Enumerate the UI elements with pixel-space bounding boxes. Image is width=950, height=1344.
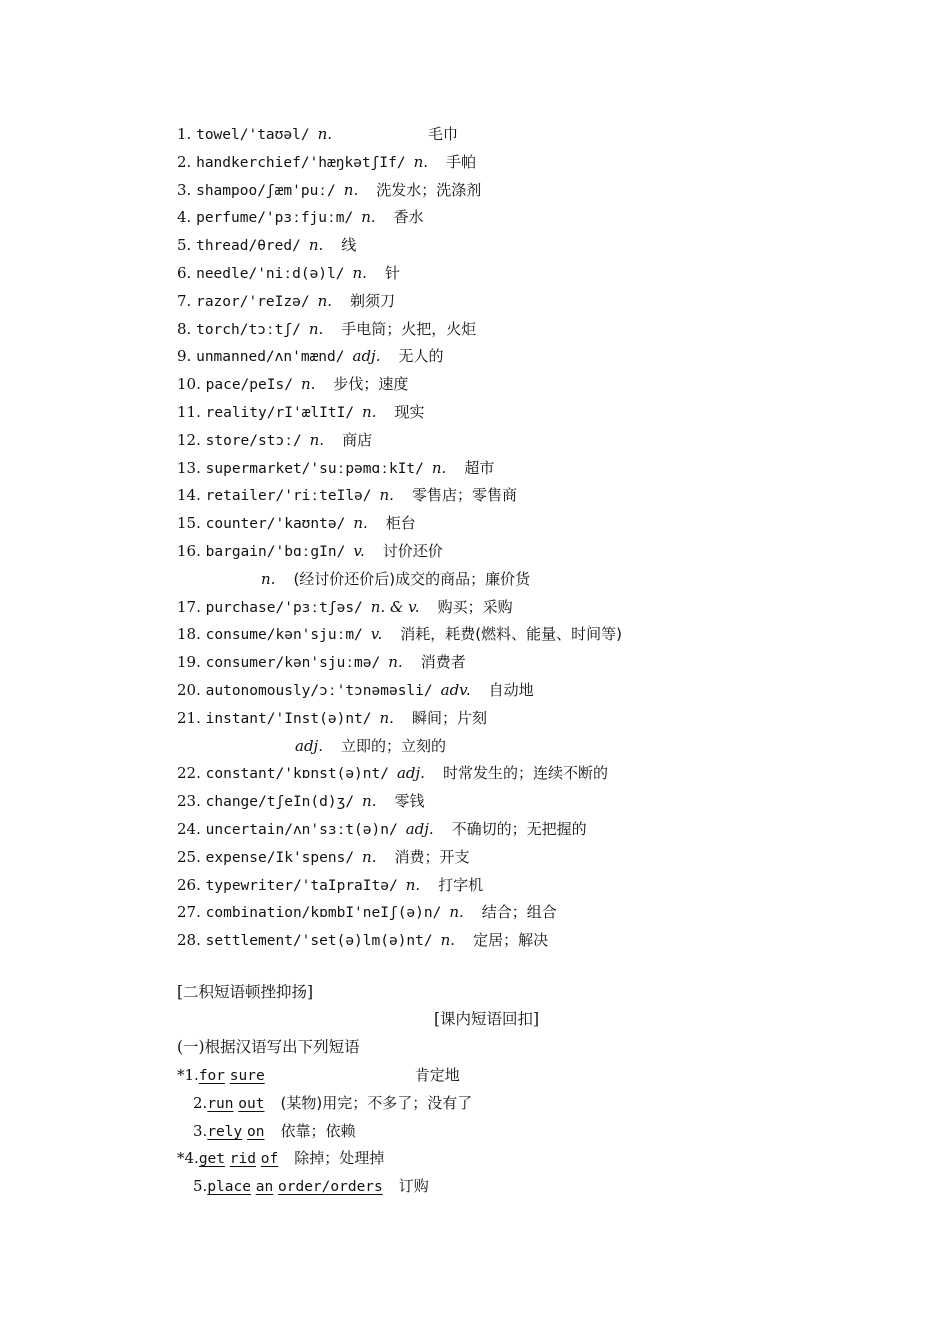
part-of-speech: n. bbox=[362, 402, 377, 421]
vocab-row bbox=[177, 594, 877, 622]
vocab-word: instant/'Inst(ə)nt/ bbox=[205, 710, 372, 727]
sub-title: [课内短语回扣] bbox=[434, 1010, 540, 1028]
part-title: (一)根据汉语写出下列短语 bbox=[177, 1038, 360, 1056]
vocab-row bbox=[177, 177, 877, 205]
part-of-speech: n. bbox=[431, 458, 447, 477]
part-of-speech: n. bbox=[309, 430, 325, 449]
part-of-speech: n. & v. bbox=[370, 597, 420, 616]
item-number: 28. bbox=[177, 931, 201, 950]
vocabulary-list bbox=[177, 121, 877, 955]
phrase-answer-word: for bbox=[198, 1068, 226, 1084]
item-number: 15. bbox=[177, 514, 201, 533]
part-of-speech: n. bbox=[352, 263, 367, 282]
vocab-word: handkerchief/'hæŋkətʃIf/ bbox=[196, 154, 406, 171]
part-of-speech: n. bbox=[440, 931, 456, 950]
item-number: 4. bbox=[177, 208, 192, 227]
phrase-answer-word: out bbox=[238, 1095, 265, 1112]
vocab-row bbox=[177, 649, 877, 677]
vocab-word: change/tʃeIn(d)ʒ/ bbox=[205, 794, 355, 811]
part-of-speech: adj. bbox=[405, 819, 434, 838]
vocab-meaning: 手帕 bbox=[446, 152, 477, 171]
vocab-word: supermarket/'suːpəmɑːkIt/ bbox=[205, 460, 424, 477]
vocab-meaning: 讨价还价 bbox=[382, 541, 443, 560]
part-of-speech: n. bbox=[379, 486, 394, 505]
vocab-meaning: 时常发生的；连续不断的 bbox=[442, 764, 608, 783]
item-number: 19. bbox=[177, 653, 201, 672]
part-of-speech: n. bbox=[317, 291, 333, 310]
vocab-row bbox=[177, 149, 877, 177]
phrase-number: 2. bbox=[193, 1093, 208, 1112]
vocab-word: unmanned/ʌn'mænd/ bbox=[196, 349, 345, 366]
vocab-word: needle/'niːd(ə)l/ bbox=[196, 265, 345, 282]
phrase-list bbox=[177, 1062, 472, 1201]
part-of-speech: n. bbox=[300, 375, 316, 394]
vocab-word: thread/θred/ bbox=[196, 238, 301, 255]
vocab-meaning: 结合；组合 bbox=[481, 903, 557, 922]
vocab-row bbox=[177, 677, 877, 705]
item-number: 27. bbox=[177, 903, 201, 922]
vocab-meaning: 商店 bbox=[342, 430, 373, 449]
part-of-speech: n. bbox=[317, 125, 333, 143]
phrase-answer-word: rid bbox=[229, 1151, 256, 1168]
vocab-row bbox=[177, 482, 877, 510]
item-number: 8. bbox=[177, 319, 192, 338]
item-number: 14. bbox=[177, 486, 201, 505]
part-of-speech: n. bbox=[261, 569, 276, 588]
phrase-answer-word: order/orders bbox=[278, 1179, 383, 1196]
vocab-word: store/stɔː/ bbox=[205, 432, 302, 449]
vocab-meaning: 不确切的；无把握的 bbox=[451, 819, 587, 838]
vocab-meaning: 超市 bbox=[464, 458, 495, 477]
vocab-meaning: 自动地 bbox=[488, 680, 534, 699]
part-of-speech: n. bbox=[413, 152, 429, 171]
vocab-word: pace/peIs/ bbox=[205, 377, 293, 394]
item-number: 24. bbox=[177, 819, 201, 838]
part-of-speech: v. bbox=[353, 541, 365, 560]
phrase-row bbox=[177, 1173, 472, 1201]
vocab-row bbox=[177, 566, 877, 594]
phrase-answer-word: of bbox=[260, 1151, 279, 1168]
item-number: 20. bbox=[177, 680, 201, 699]
part-of-speech: n. bbox=[405, 875, 421, 894]
vocab-meaning: 打字机 bbox=[438, 875, 484, 894]
vocab-row bbox=[177, 316, 877, 344]
item-number: 25. bbox=[177, 847, 201, 866]
item-number: 2. bbox=[177, 152, 192, 171]
phrase-meaning: 肯定地 bbox=[414, 1066, 460, 1084]
phrase-row bbox=[177, 1090, 472, 1118]
vocab-meaning: 柜台 bbox=[385, 514, 416, 533]
vocab-row bbox=[177, 788, 877, 816]
part-of-speech: n. bbox=[388, 653, 403, 672]
item-number: 7. bbox=[177, 291, 192, 310]
vocab-word: settlement/'set(ə)lm(ə)nt/ bbox=[205, 933, 433, 950]
part-of-speech: n. bbox=[362, 792, 377, 811]
vocab-word: razor/'reIzə/ bbox=[196, 293, 310, 310]
vocab-row bbox=[177, 538, 877, 566]
item-number: 1. bbox=[177, 125, 192, 143]
item-number: 26. bbox=[177, 875, 201, 894]
item-number: 5. bbox=[177, 236, 192, 255]
vocab-row bbox=[177, 399, 877, 427]
vocab-word: uncertain/ʌn'sɜːt(ə)n/ bbox=[205, 821, 398, 838]
part-of-speech: adj. bbox=[352, 347, 381, 366]
vocab-row bbox=[177, 371, 877, 399]
vocab-row bbox=[177, 288, 877, 316]
vocab-word: consumer/kən'sjuːmə/ bbox=[205, 655, 381, 672]
vocab-row bbox=[177, 927, 877, 955]
part-of-speech: v. bbox=[370, 625, 383, 644]
vocab-meaning: 消耗，耗费(燃料、能量、时间等) bbox=[400, 625, 622, 644]
vocab-word: reality/rI'ælItI/ bbox=[205, 404, 355, 421]
vocab-word: autonomously/ɔː'tɔnəməsli/ bbox=[205, 682, 433, 699]
part-of-speech: n. bbox=[343, 180, 359, 199]
phrase-meaning: (某物)用完；不多了；没有了 bbox=[280, 1093, 473, 1112]
part-of-speech: adj. bbox=[396, 764, 425, 783]
item-number: 23. bbox=[177, 792, 201, 811]
phrase-answer-word: an bbox=[255, 1179, 274, 1196]
vocab-meaning: 步伐；速度 bbox=[333, 375, 409, 394]
vocab-meaning: 无人的 bbox=[398, 347, 444, 366]
vocab-meaning: 零售店；零售商 bbox=[411, 486, 517, 505]
vocab-word: counter/'kaʊntə/ bbox=[205, 516, 346, 533]
part-of-speech: n. bbox=[362, 847, 377, 866]
vocab-meaning: 购买；采购 bbox=[437, 597, 513, 616]
phrase-row bbox=[177, 1145, 472, 1173]
vocab-row bbox=[177, 816, 877, 844]
vocab-row bbox=[177, 760, 877, 788]
vocab-meaning: 瞬间；片刻 bbox=[411, 708, 487, 727]
vocab-meaning: 零钱 bbox=[394, 792, 425, 811]
part-of-speech: adv. bbox=[440, 680, 471, 699]
phrase-number: *4. bbox=[177, 1149, 199, 1168]
item-number: 11. bbox=[177, 402, 201, 421]
part-of-speech: n. bbox=[308, 319, 324, 338]
vocab-row bbox=[177, 733, 877, 761]
vocab-word: torch/tɔːtʃ/ bbox=[196, 321, 301, 338]
vocab-meaning: 手电筒；火把，火炬 bbox=[341, 319, 477, 338]
vocab-word: constant/'kɒnst(ə)nt/ bbox=[205, 766, 389, 783]
phrase-answer-word: run bbox=[207, 1095, 234, 1112]
item-number: 17. bbox=[177, 597, 201, 616]
vocab-meaning: 现实 bbox=[394, 402, 425, 421]
part-of-speech: n. bbox=[353, 514, 368, 533]
vocab-meaning: 洗发水；洗涤剂 bbox=[376, 180, 482, 199]
vocab-meaning: 线 bbox=[341, 236, 357, 255]
vocab-meaning: 剃须刀 bbox=[350, 291, 396, 310]
part-of-speech: n. bbox=[361, 208, 376, 227]
item-number: 13. bbox=[177, 458, 201, 477]
vocab-word: purchase/'pɜːtʃəs/ bbox=[205, 599, 363, 616]
vocab-word: bargain/'bɑːgIn/ bbox=[205, 543, 346, 560]
phrase-row bbox=[177, 1062, 472, 1090]
vocab-meaning: 消费者 bbox=[420, 653, 466, 672]
vocab-row bbox=[177, 204, 877, 232]
vocab-word: perfume/'pɜːfjuːm/ bbox=[196, 210, 354, 227]
vocab-word: typewriter/'taIpraItə/ bbox=[205, 877, 398, 894]
vocab-meaning: 消费；开支 bbox=[394, 847, 470, 866]
vocab-word: combination/kɒmbI'neIʃ(ə)n/ bbox=[205, 905, 442, 922]
item-number: 3. bbox=[177, 180, 192, 199]
phrase-number: 5. bbox=[193, 1177, 208, 1196]
phrase-meaning: 订购 bbox=[398, 1177, 429, 1196]
phrase-number: *1. bbox=[177, 1066, 199, 1084]
vocab-row bbox=[177, 899, 877, 927]
phrase-meaning: 除掉；处理掉 bbox=[294, 1149, 385, 1168]
item-number: 10. bbox=[177, 375, 201, 394]
item-number: 18. bbox=[177, 625, 201, 644]
vocab-meaning: (经讨价还价后)成交的商品；廉价货 bbox=[293, 569, 531, 588]
item-number: 9. bbox=[177, 347, 192, 366]
part-of-speech: adj. bbox=[295, 736, 323, 755]
vocab-word: consume/kən'sjuːm/ bbox=[205, 627, 363, 644]
vocab-row bbox=[177, 232, 877, 260]
vocab-meaning: 香水 bbox=[393, 208, 424, 227]
phrase-answer-word: get bbox=[198, 1151, 226, 1168]
vocab-meaning: 毛巾 bbox=[428, 125, 459, 143]
phrase-answer-word: rely bbox=[207, 1123, 243, 1140]
vocab-meaning: 定居；解决 bbox=[473, 931, 549, 950]
item-number: 16. bbox=[177, 541, 201, 560]
item-number: 6. bbox=[177, 263, 192, 282]
vocab-row bbox=[177, 121, 877, 149]
phrase-answer-word: on bbox=[247, 1123, 265, 1140]
phrase-answer-word: place bbox=[207, 1179, 251, 1196]
vocab-row bbox=[177, 455, 877, 483]
vocab-word: towel/'taʊəl/ bbox=[196, 127, 310, 143]
vocab-word: shampoo/ʃæm'puː/ bbox=[196, 182, 336, 199]
item-number: 21. bbox=[177, 708, 201, 727]
phrase-row bbox=[177, 1118, 472, 1146]
vocab-row bbox=[177, 260, 877, 288]
item-number: 22. bbox=[177, 764, 201, 783]
vocab-row bbox=[177, 872, 877, 900]
part-of-speech: n. bbox=[308, 236, 324, 255]
vocab-meaning: 针 bbox=[384, 263, 400, 282]
vocab-word: expense/Ik'spens/ bbox=[205, 849, 355, 866]
vocab-row bbox=[177, 343, 877, 371]
vocab-word: retailer/'riːteIlə/ bbox=[205, 488, 372, 505]
item-number: 12. bbox=[177, 430, 201, 449]
section-title: [二积短语顿挫抑扬] bbox=[177, 983, 314, 1001]
vocab-row bbox=[177, 621, 877, 649]
vocab-row bbox=[177, 844, 877, 872]
part-of-speech: n. bbox=[449, 903, 464, 922]
vocab-row bbox=[177, 705, 877, 733]
vocab-row bbox=[177, 427, 877, 455]
vocab-row bbox=[177, 510, 877, 538]
part-of-speech: n. bbox=[379, 708, 394, 727]
phrase-meaning: 依靠；依赖 bbox=[280, 1121, 356, 1140]
vocab-meaning: 立即的；立刻的 bbox=[340, 736, 446, 755]
phrase-number: 3. bbox=[193, 1121, 208, 1140]
phrase-answer-word: sure bbox=[229, 1068, 265, 1084]
